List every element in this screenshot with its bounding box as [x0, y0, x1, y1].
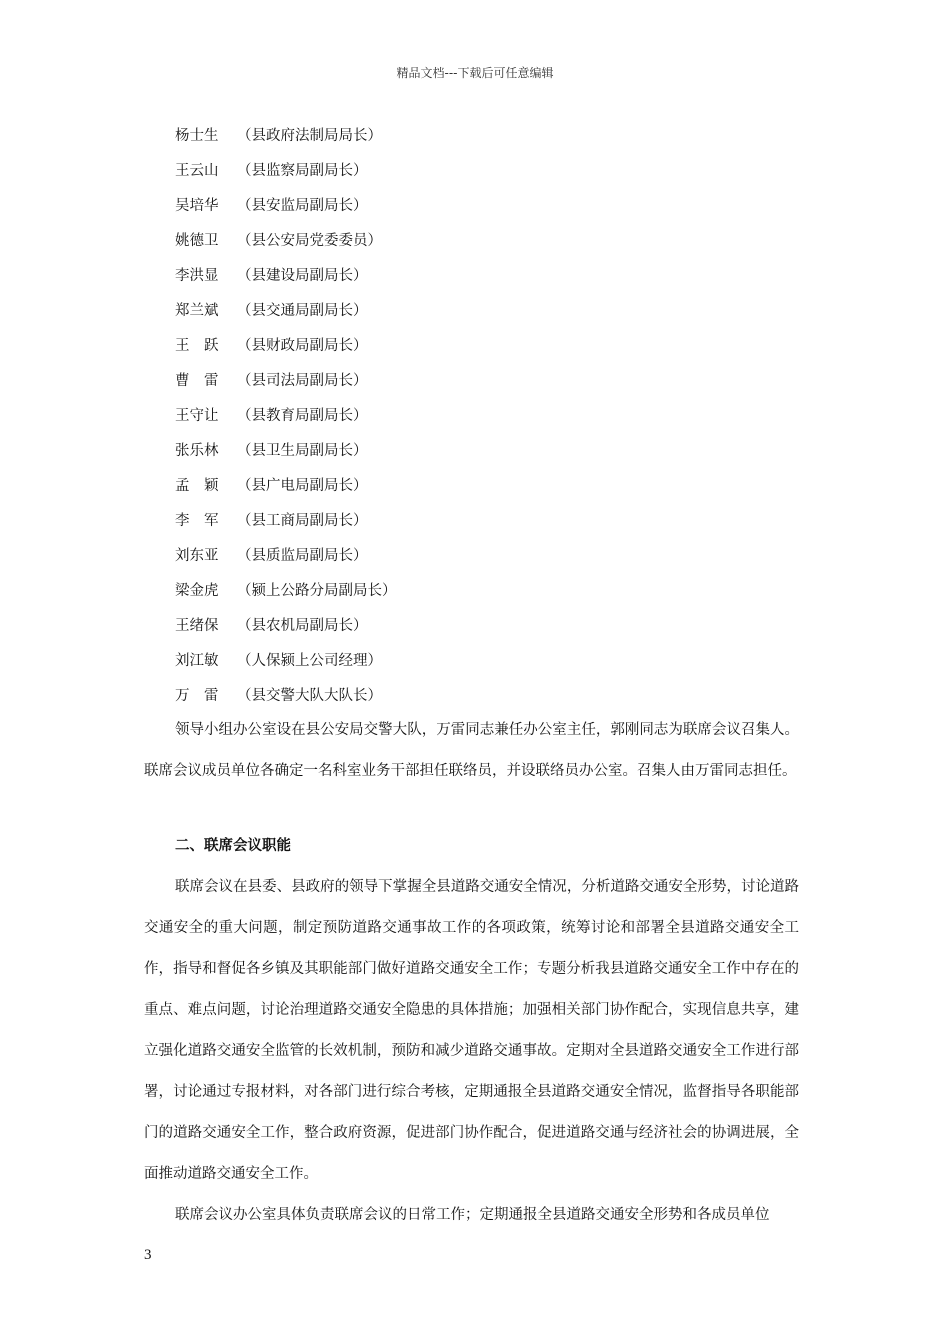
member-role: （颍上公路分局副局长）: [237, 583, 397, 599]
member-name: 王 跃: [175, 338, 219, 354]
office-section: [144, 710, 799, 792]
member-role: （县财政局副局长）: [237, 338, 368, 354]
duties-section: [144, 826, 799, 1236]
member-role: （县监察局副局长）: [237, 163, 368, 179]
member-item: [175, 474, 397, 509]
member-name: 吴培华: [175, 198, 219, 214]
member-item: [175, 299, 397, 334]
member-name: 王守让: [175, 408, 219, 424]
member-item: [175, 369, 397, 404]
duties-paragraph: 联席会议在县委、县政府的领导下掌握全县道路交通安全情况，分析道路交通安全形势，讨论道路交通安全的重大问题，制定预防道路交通事故工作的各项政策，统筹讨论和部署全县道路交通安全工作，指导和督促各乡镇及其职能部门做好道路交通安全工作；专题分析我县道路交通安全工作中存在的重点、难点问题，讨论治理道路交通安全隐患的具体措施；加强相关部门协作配合，实现信息共享，建立强化道路交通安全监管的长效机制，预防和减少道路交通事故。定期对全县道路交通安全工作进行部署，讨论通过专报材料，对各部门进行综合考核，定期通报全县道路交通安全情况，监督指导各职能部门的道路交通安全工作，整合政府资源，促进部门协作配合，促进道路交通与经济社会的协调进展，全面推动道路交通安全工作。: [144, 879, 799, 1182]
member-role: （县农机局副局长）: [237, 618, 368, 634]
member-item: [175, 194, 397, 229]
member-role: （县质监局副局长）: [237, 548, 368, 564]
member-item: [175, 614, 397, 649]
member-item: [175, 404, 397, 439]
page-header: 精品文档---下载后可任意编辑: [396, 66, 554, 80]
member-role: （县政府法制局局长）: [237, 128, 382, 144]
member-name: 梁金虎: [175, 583, 219, 599]
member-name: 王绪保: [175, 618, 219, 634]
member-name: 郑兰斌: [175, 303, 219, 319]
member-name: 孟 颖: [175, 478, 219, 494]
member-role: （县卫生局副局长）: [237, 443, 368, 459]
member-item: [175, 439, 397, 474]
member-role: （县工商局副局长）: [237, 513, 368, 529]
office-paragraph: 领导小组办公室设在县公安局交警大队，万雷同志兼任办公室主任，郭刚同志为联席会议召集人。联席会议成员单位各确定一名科室业务干部担任联络员，并设联络员办公室。召集人由万雷同志担任。: [144, 722, 799, 779]
member-name: 刘东亚: [175, 548, 219, 564]
member-name: 万 雷: [175, 688, 219, 704]
member-name: 李 军: [175, 513, 219, 529]
member-name: 姚德卫: [175, 233, 219, 249]
member-list: [175, 124, 397, 719]
member-item: [175, 544, 397, 579]
member-item: [175, 124, 397, 159]
member-name: 王云山: [175, 163, 219, 179]
member-role: （县交警大队大队长）: [237, 688, 382, 704]
member-name: 李洪显: [175, 268, 219, 284]
member-name: 曹 雷: [175, 373, 219, 389]
member-role: （县建设局副局长）: [237, 268, 368, 284]
member-role: （县教育局副局长）: [237, 408, 368, 424]
member-role: （县交通局副局长）: [237, 303, 368, 319]
member-name: 杨士生: [175, 128, 219, 144]
section-heading: 二、联席会议职能: [175, 838, 291, 854]
member-role: （县安监局副局长）: [237, 198, 368, 214]
member-item: [175, 264, 397, 299]
member-item: [175, 649, 397, 684]
member-item: [175, 579, 397, 614]
member-item: [175, 159, 397, 194]
member-item: [175, 334, 397, 369]
page-number: 3: [144, 1247, 152, 1263]
member-item: [175, 509, 397, 544]
member-role: （县广电局副局长）: [237, 478, 368, 494]
member-role: （县司法局副局长）: [237, 373, 368, 389]
member-name: 刘江敏: [175, 653, 219, 669]
office-duties-paragraph: 联席会议办公室具体负责联席会议的日常工作；定期通报全县道路交通安全形势和各成员单位: [175, 1207, 770, 1223]
member-role: （人保颍上公司经理）: [237, 653, 382, 669]
member-name: 张乐林: [175, 443, 219, 459]
member-item: [175, 229, 397, 264]
member-role: （县公安局党委委员）: [237, 233, 382, 249]
